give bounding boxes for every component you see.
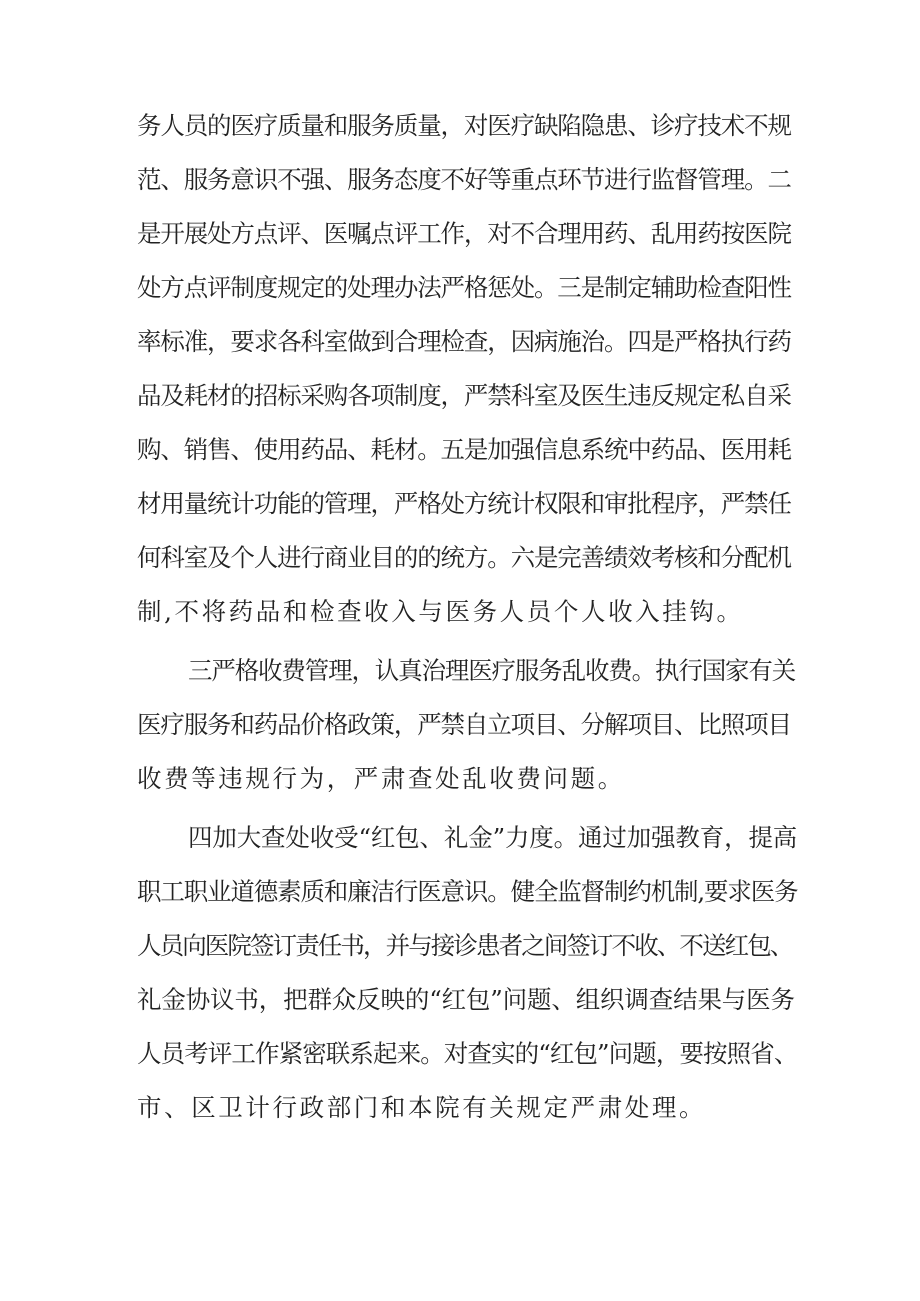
paragraph-section-three [137,644,797,811]
paragraph-section-four [137,811,797,1135]
paragraph-line: 三严格收费管理，认真治理医疗服务乱收费。执行国家有关 [188,656,796,685]
paragraph-line: 市、区卫计行政部门和本院有关规定严肃处理。 [137,1093,707,1122]
paragraph-line: 四加大查处收受“红包、礼金”力度。通过加强教育，提高 [188,823,798,852]
paragraph-line: 务人员的医疗质量和服务质量，对医疗缺陷隐患、诊疗技术不规 [137,111,791,140]
paragraph-line: 品及耗材的招标采购各项制度，严禁科室及医生违反规定私自采 [137,381,791,410]
paragraph-line: 是开展处方点评、医嘱点评工作，对不合理用药、乱用药按医院 [137,219,791,248]
paragraph-line: 职工职业道德素质和廉洁行医意识。健全监督制约机制,要求医务 [137,877,798,906]
paragraph-line: 医疗服务和药品价格政策，严禁自立项目、分解项目、比照项目 [137,710,791,739]
paragraph-line: 购、销售、使用药品、耗材。五是加强信息系统中药品、医用耗 [137,435,791,464]
paragraph-line: 人员考评工作紧密联系起来。对查实的“红包”问题，要按照省、 [137,1039,798,1068]
paragraph-line: 人员向医院签订责任书，并与接诊患者之间签订不收、不送红包、 [137,931,793,960]
paragraph-line: 何科室及个人进行商业目的的统方。六是完善绩效考核和分配机 [137,543,791,572]
paragraph-line: 礼金协议书，把群众反映的“红包”问题、组织调查结果与医务 [137,985,795,1014]
paragraph-line: 收费等违规行为，严肃查处乱收费问题。 [137,764,625,793]
paragraph-line: 制,不将药品和检查收入与医务人员个人收入挂钩。 [137,597,744,626]
document-body [137,99,797,1135]
paragraph-line: 材用量统计功能的管理，严格处方统计权限和审批程序，严禁任 [137,489,791,518]
paragraph-continuation [137,99,797,644]
paragraph-line: 处方点评制度规定的处理办法严格惩处。三是制定辅助检查阳性 [137,273,791,302]
paragraph-line: 率标准，要求各科室做到合理检查，因病施治。四是严格执行药 [137,327,791,356]
paragraph-line: 范、服务意识不强、服务态度不好等重点环节进行监督管理。二 [137,165,791,194]
